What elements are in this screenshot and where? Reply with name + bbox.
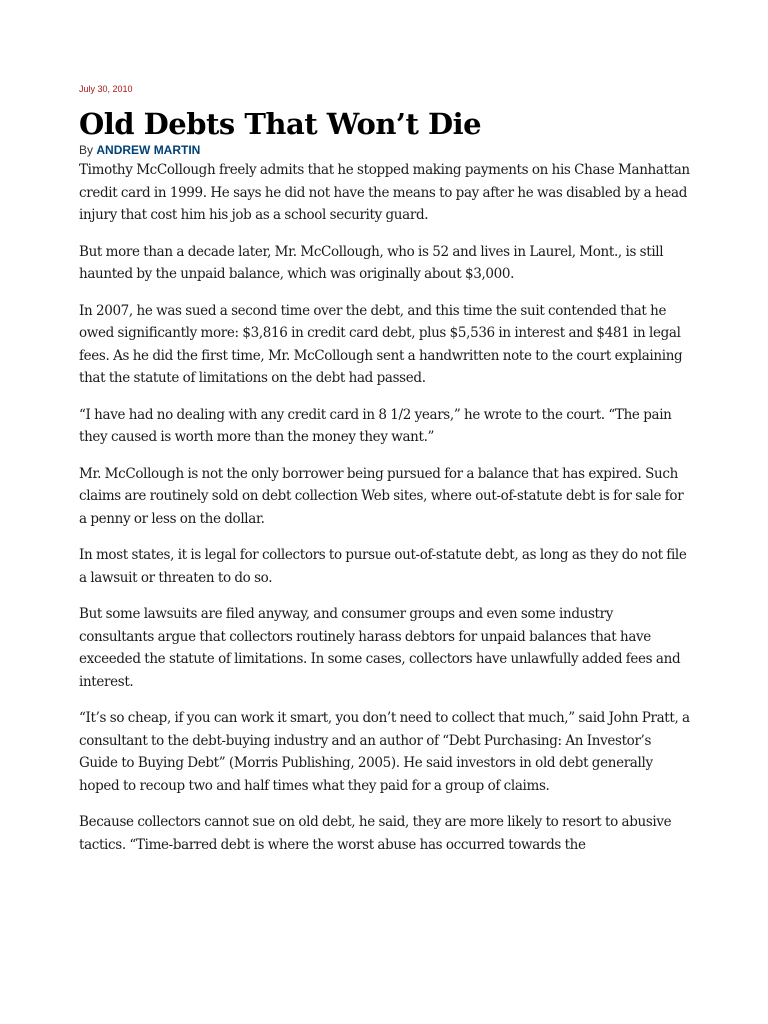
article-paragraph: But some lawsuits are filed anyway, and consumer groups and even some industry consultants argue that collectors routinely harass debtors for unpaid balances that have exceeded the statute of limitations. In some cases, collectors have unlawfully added fees and interest. bbox=[79, 606, 681, 690]
author-link[interactable]: ANDREW MARTIN bbox=[96, 143, 201, 157]
byline bbox=[79, 143, 200, 157]
article-paragraph: But more than a decade later, Mr. McCollough, who is 52 and lives in Laurel, Mont., is still haunted by the unpaid balance, which was originally about $3,000. bbox=[79, 243, 664, 282]
article-paragraph: Because collectors cannot sue on old debt, he said, they are more likely to resort to abusive tactics. “Time-barred debt is where the worst abuse has occurred towards the bbox=[79, 814, 672, 853]
article-paragraph: “I have had no dealing with any credit card in 8 1/2 years,” he wrote to the court. “The pain they caused is worth more than the money they want.” bbox=[79, 406, 672, 445]
article-headline: Old Debts That Won’t Die bbox=[79, 107, 482, 141]
article-paragraph: Timothy McCollough freely admits that he stopped making payments on his Chase Manhattan credit card in 1999. He says he did not have the means to pay after he was disabled by a head injury that cost him his job as a school security guard. bbox=[79, 162, 690, 223]
article-paragraph: “It’s so cheap, if you can work it smart, you don’t need to collect that much,” said John Pratt, a consultant to the debt-buying industry and an author of “Debt Purchasing: An Investor’s Guide to Buying Debt” (Morris Publishing, 2005). He said investors in old debt generally hoped to recoup two and half times what they paid for a group of claims. bbox=[79, 710, 690, 794]
article-paragraph: In most states, it is legal for collectors to pursue out-of-statute debt, as long as they do not file a lawsuit or threaten to do so. bbox=[79, 547, 687, 586]
byline-prefix: By bbox=[79, 143, 94, 157]
article-paragraph: In 2007, he was sued a second time over the debt, and this time the suit contended that he owed significantly more: $3,816 in credit card debt, plus $5,536 in interest and $481 in legal fees. As he did the first time, Mr. McCollough sent a handwritten note to the court explaining that the statute of limitations on the debt had passed. bbox=[79, 302, 683, 386]
article-body bbox=[79, 159, 691, 870]
article-paragraph: Mr. McCollough is not the only borrower being pursued for a balance that has expired. Such claims are routinely sold on debt collection Web sites, where out-of-statute debt is for sale for a penny or less on the dollar. bbox=[79, 465, 684, 527]
article-date: July 30, 2010 bbox=[79, 84, 133, 94]
